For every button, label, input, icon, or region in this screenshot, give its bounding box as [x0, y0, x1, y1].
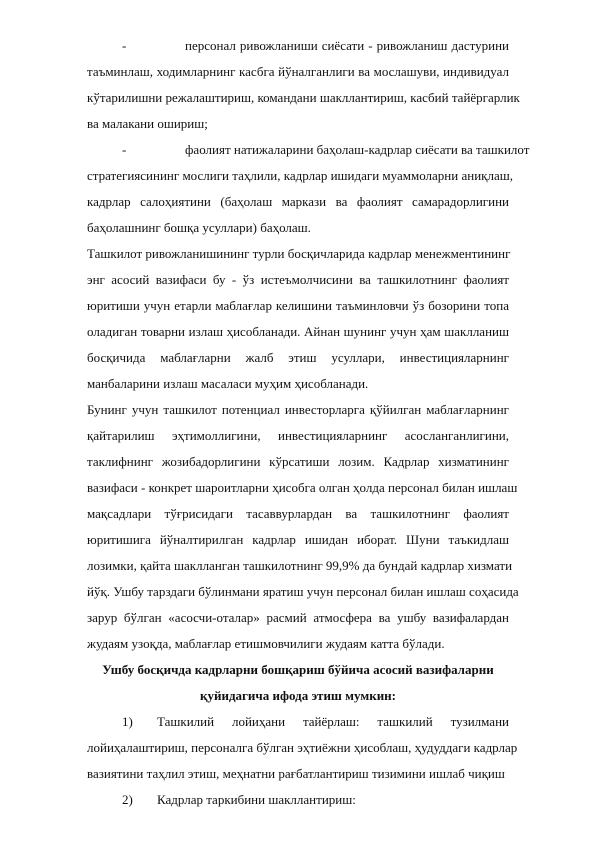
text-line: стратегиясининг мослиги таҳлили, кадрлар ишидаги муаммоларни аниқлаш, — [87, 168, 513, 183]
text-line: босқичида маблағларни жалб этиш усуллари, инвестицияларнинг — [87, 350, 509, 365]
text-line: юритишига йўналтирилган кадрлар ишидан иборат. Шуни таъкидлаш — [87, 532, 509, 547]
text-line: лозимки, қайта шаклланган ташкилотнинг 99,9% да бундай кадрлар хизмати — [87, 558, 513, 573]
text-line: таъминлаш, ходимларнинг касбга йўналганлиги ва мослашуви, индивидуал — [87, 64, 509, 79]
text-line: ва малакани ошириш; — [87, 116, 208, 131]
text-line: йўқ. Ушбу тарздаги бўлинмани яратиш учун персонал билан ишлаш соҳасида — [87, 584, 519, 599]
section-heading: қуйидагича ифода этиш мумкин: — [199, 688, 396, 703]
text-line: манбаларини излаш масаласи муҳим ҳисобланади. — [87, 376, 369, 391]
text-line: Ташкилий лойиҳани тайёрлаш: ташкилий тузилмани — [157, 714, 509, 729]
item-number: 1) — [122, 714, 133, 729]
numbered-item — [87, 792, 509, 807]
text-line: Бунинг учун ташкилот потенциал инвесторларга қўйилган маблағларнинг — [87, 402, 509, 417]
text-line: персонал ривожланиши сиёсати - ривожланиш дастурини — [185, 38, 509, 53]
bullet-dash: - — [122, 142, 127, 157]
text-line: вазифаси - конкрет шароитларни ҳисобга олган ҳолда персонал билан ишлаш — [87, 480, 518, 495]
text-line: юритиши учун етарли маблағлар келишини таъминловчи ўз бозорини топа — [87, 298, 509, 313]
text-line: зарур бўлган «асосчи-оталар» расмий атмосфера ва ушбу вазифалардан — [87, 610, 509, 625]
text-line: жудаям узоқда, маблағлар етишмовчилиги жудаям катта бўлади. — [87, 636, 445, 651]
text-line: Ташкилот ривожланишининг турли босқичларида кадрлар менежментининг — [87, 246, 511, 261]
text-line: кадрлар салоҳиятини (баҳолаш маркази ва фаолият самарадорлигини — [87, 194, 509, 209]
text-line: кўтарилишни режалаштириш, командани шакллантириш, касбий тайёргарлик — [87, 90, 520, 105]
bullet-line — [87, 38, 509, 53]
text-line: баҳолашнинг бошқа усуллари) баҳолаш. — [87, 220, 311, 235]
text-line: оладиган товарни излаш ҳисобланади. Айнан шунинг учун ҳам шаклланиш — [87, 324, 509, 339]
text-line: қайтарилиш эҳтимоллигини, инвестицияларнинг асосланганлигини, — [87, 428, 509, 443]
text-line: таклифнинг жозибадорлигини кўрсатиши лозим. Кадрлар хизматининг — [87, 454, 509, 469]
text-line: энг асосий вазифаси бу - ўз истеъмолчисини ва ташкилотнинг фаолият — [87, 272, 509, 287]
bullet-line — [87, 142, 530, 157]
text-line: Кадрлар таркибини шакллантириш: — [157, 792, 356, 807]
text-line: фаолият натижаларини баҳолаш-кадрлар сиёсати ва ташкилот — [185, 142, 530, 157]
bullet-dash: - — [122, 38, 127, 53]
numbered-item — [87, 714, 509, 729]
text-line: лойиҳалаштириш, персоналга бўлган эҳтиёжни ҳисоблаш, ҳудуддаги кадрлар — [87, 740, 518, 755]
text-line: вазиятини таҳлил этиш, меҳнатни рағбатлантириш тизимини ишлаб чиқиш — [87, 766, 505, 781]
item-number: 2) — [122, 792, 133, 807]
text-line: мақсадлари тўғрисидаги тасаввурлардан ва ташкилотнинг фаолият — [87, 506, 509, 521]
section-heading: Ушбу босқичда кадрларни бошқариш бўйича асосий вазифаларни — [102, 662, 494, 677]
